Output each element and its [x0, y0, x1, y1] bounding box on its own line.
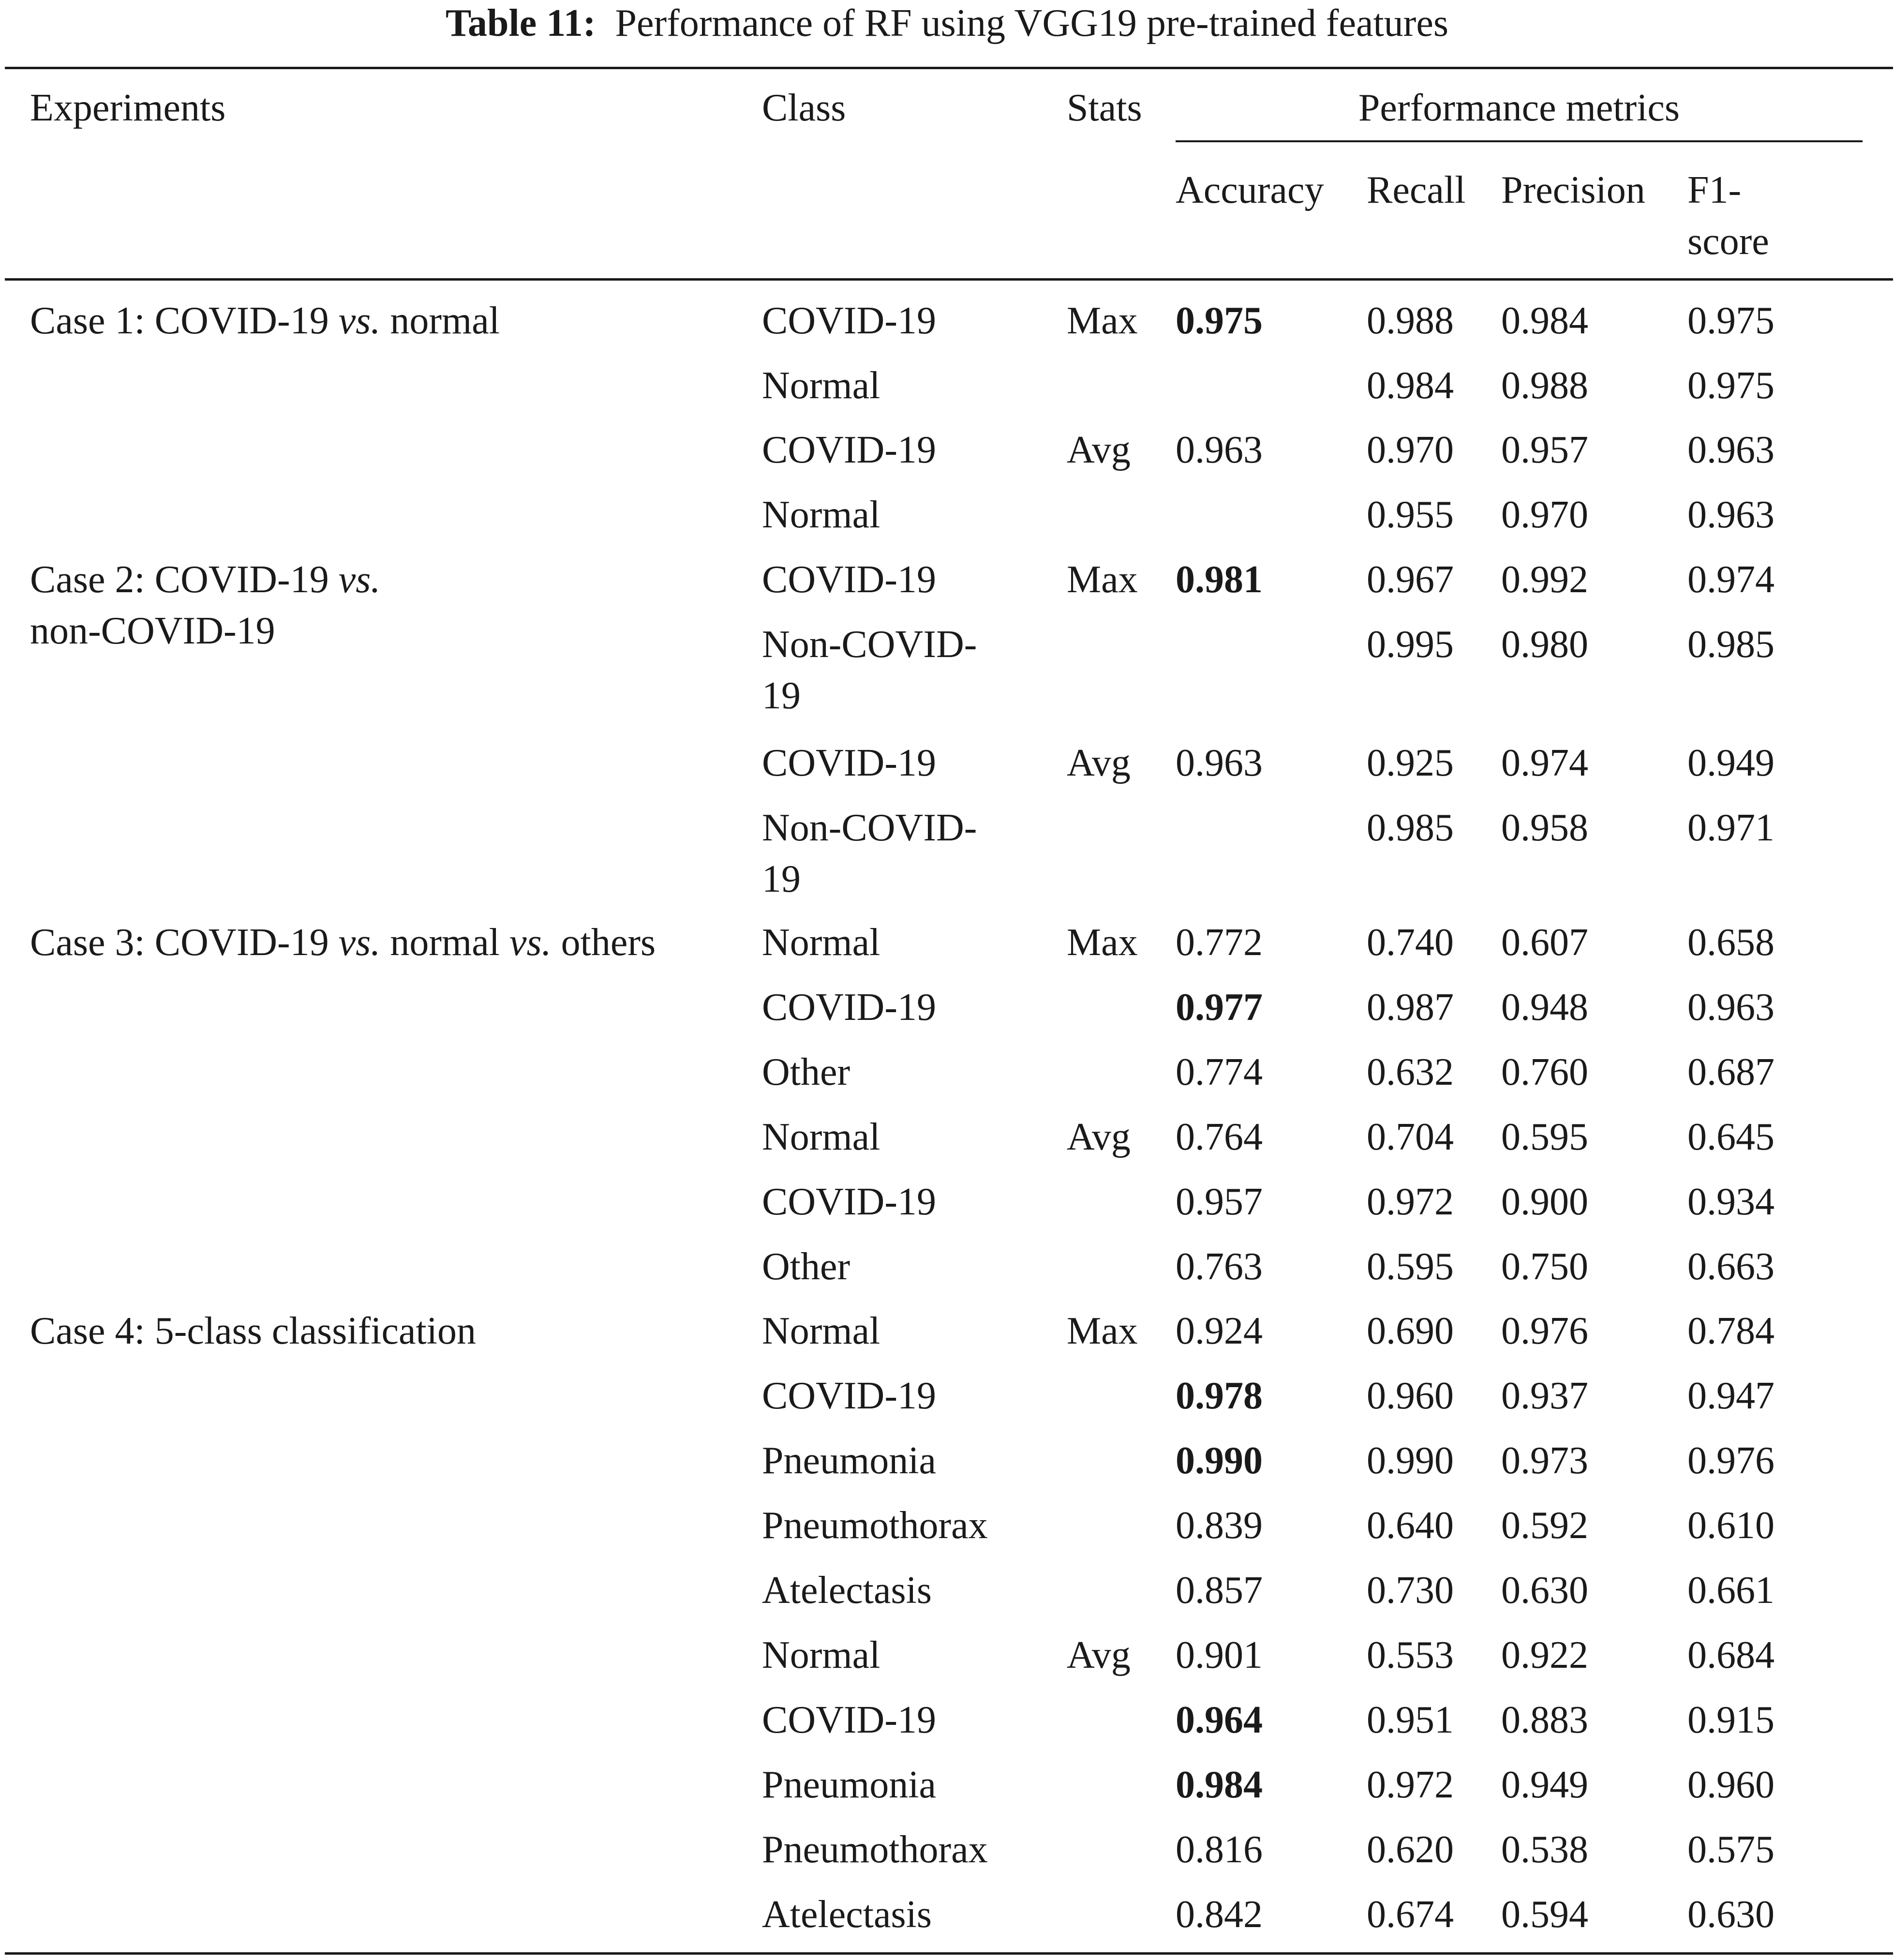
cell-accuracy: 0.963	[1176, 742, 1263, 784]
table-caption-label: Table 11:	[446, 2, 596, 45]
cell-class: COVID-19	[762, 1375, 936, 1417]
cell-recall: 0.690	[1367, 1310, 1454, 1352]
cell-f1-score: 0.975	[1687, 299, 1775, 342]
cell-accuracy: 0.839	[1176, 1504, 1263, 1547]
experiment-case-2: Case 2: COVID-19 vs.	[30, 558, 381, 601]
cell-recall: 0.970	[1367, 429, 1454, 471]
cell-stats: Max	[1067, 558, 1138, 601]
cell-class: Normal	[762, 1116, 880, 1158]
cell-class: Other	[762, 1051, 850, 1093]
cell-accuracy: 0.990	[1176, 1439, 1263, 1482]
cell-f1-score: 0.575	[1687, 1828, 1775, 1871]
cell-f1-score: 0.971	[1687, 807, 1775, 849]
cell-recall: 0.955	[1367, 494, 1454, 536]
cell-accuracy: 0.984	[1176, 1764, 1263, 1806]
cell-recall: 0.951	[1367, 1699, 1454, 1741]
cell-f1-score: 0.974	[1687, 558, 1775, 601]
cell-class: Pneumonia	[762, 1764, 936, 1806]
cell-f1-score: 0.630	[1687, 1893, 1775, 1936]
cell-accuracy: 0.842	[1176, 1893, 1263, 1936]
header-performance-metrics: Performance metrics	[1358, 87, 1680, 129]
table-caption-text: Performance of RF using VGG19 pre-trained features	[615, 2, 1448, 45]
bottom-rule	[5, 1952, 1893, 1955]
cell-class: COVID-19	[762, 986, 936, 1029]
cell-precision: 0.592	[1501, 1504, 1588, 1547]
cell-precision: 0.957	[1501, 429, 1588, 471]
cell-class: Normal	[762, 921, 880, 964]
cell-class: COVID-19	[762, 742, 936, 784]
cell-class: Normal	[762, 494, 880, 536]
experiment-case-4: Case 4: 5-class classification	[30, 1310, 476, 1352]
header-experiments: Experiments	[30, 87, 226, 129]
cell-class-line2: 19	[762, 674, 801, 717]
experiment-case-2-line2: non-COVID-19	[30, 610, 275, 652]
cell-accuracy: 0.772	[1176, 921, 1263, 964]
cell-accuracy: 0.774	[1176, 1051, 1263, 1093]
header-stats: Stats	[1067, 87, 1142, 129]
experiment-case-3: Case 3: COVID-19 vs. normal vs. others	[30, 921, 656, 964]
cell-class: Atelectasis	[762, 1893, 932, 1936]
cell-precision: 0.594	[1501, 1893, 1588, 1936]
cell-f1-score: 0.934	[1687, 1181, 1775, 1223]
cell-precision: 0.883	[1501, 1699, 1588, 1741]
cell-class: COVID-19	[762, 429, 936, 471]
cell-f1-score: 0.963	[1687, 494, 1775, 536]
cell-recall: 0.640	[1367, 1504, 1454, 1547]
cell-precision: 0.750	[1501, 1245, 1588, 1288]
cell-recall: 0.674	[1367, 1893, 1454, 1936]
cell-recall: 0.995	[1367, 623, 1454, 666]
cell-recall: 0.620	[1367, 1828, 1454, 1871]
cell-recall: 0.988	[1367, 299, 1454, 342]
cell-f1-score: 0.661	[1687, 1569, 1775, 1612]
header-recall: Recall	[1367, 169, 1466, 211]
cell-class: COVID-19	[762, 1699, 936, 1741]
cell-class: Normal	[762, 1634, 880, 1676]
cell-precision: 0.607	[1501, 921, 1588, 964]
cell-f1-score: 0.687	[1687, 1051, 1775, 1093]
cell-f1-score: 0.645	[1687, 1116, 1775, 1158]
cell-f1-score: 0.975	[1687, 364, 1775, 407]
cell-class: COVID-19	[762, 558, 936, 601]
cell-accuracy: 0.901	[1176, 1634, 1263, 1676]
cell-f1-score: 0.610	[1687, 1504, 1775, 1547]
cell-f1-score: 0.658	[1687, 921, 1775, 964]
metrics-group-rule	[1176, 140, 1863, 142]
header-rule	[5, 278, 1893, 281]
cell-recall: 0.730	[1367, 1569, 1454, 1612]
cell-accuracy: 0.924	[1176, 1310, 1263, 1352]
cell-precision: 0.974	[1501, 742, 1588, 784]
header-class: Class	[762, 87, 846, 129]
cell-class: Non-COVID-	[762, 807, 977, 849]
cell-f1-score: 0.976	[1687, 1439, 1775, 1482]
cell-accuracy: 0.957	[1176, 1181, 1263, 1223]
cell-f1-score: 0.947	[1687, 1375, 1775, 1417]
cell-recall: 0.985	[1367, 807, 1454, 849]
cell-class: COVID-19	[762, 1181, 936, 1223]
cell-f1-score: 0.963	[1687, 429, 1775, 471]
header-accuracy: Accuracy	[1176, 169, 1324, 211]
cell-accuracy: 0.978	[1176, 1375, 1263, 1417]
cell-class: Pneumonia	[762, 1439, 936, 1482]
cell-f1-score: 0.915	[1687, 1699, 1775, 1741]
cell-accuracy: 0.963	[1176, 429, 1263, 471]
cell-class: Atelectasis	[762, 1569, 932, 1612]
cell-stats: Max	[1067, 1310, 1138, 1352]
cell-class: Pneumothorax	[762, 1504, 988, 1547]
cell-precision: 0.937	[1501, 1375, 1588, 1417]
cell-accuracy: 0.816	[1176, 1828, 1263, 1871]
cell-f1-score: 0.949	[1687, 742, 1775, 784]
cell-accuracy: 0.981	[1176, 558, 1263, 601]
cell-accuracy: 0.764	[1176, 1116, 1263, 1158]
cell-f1-score: 0.960	[1687, 1764, 1775, 1806]
cell-recall: 0.925	[1367, 742, 1454, 784]
cell-precision: 0.958	[1501, 807, 1588, 849]
cell-stats: Avg	[1067, 1116, 1131, 1158]
cell-class-line2: 19	[762, 858, 801, 900]
cell-stats: Max	[1067, 921, 1138, 964]
cell-precision: 0.595	[1501, 1116, 1588, 1158]
cell-class: Other	[762, 1245, 850, 1288]
cell-precision: 0.948	[1501, 986, 1588, 1029]
cell-recall: 0.987	[1367, 986, 1454, 1029]
cell-stats: Avg	[1067, 429, 1131, 471]
cell-stats: Avg	[1067, 1634, 1131, 1676]
cell-recall: 0.972	[1367, 1764, 1454, 1806]
cell-class: Normal	[762, 1310, 880, 1352]
header-f1-line1: F1-	[1687, 169, 1742, 211]
cell-recall: 0.990	[1367, 1439, 1454, 1482]
cell-recall: 0.967	[1367, 558, 1454, 601]
cell-f1-score: 0.963	[1687, 986, 1775, 1029]
cell-f1-score: 0.684	[1687, 1634, 1775, 1676]
header-f1-line2: score	[1687, 220, 1769, 263]
cell-precision: 0.949	[1501, 1764, 1588, 1806]
cell-precision: 0.973	[1501, 1439, 1588, 1482]
cell-stats: Max	[1067, 299, 1138, 342]
cell-precision: 0.538	[1501, 1828, 1588, 1871]
cell-recall: 0.553	[1367, 1634, 1454, 1676]
cell-accuracy: 0.975	[1176, 299, 1263, 342]
cell-accuracy: 0.977	[1176, 986, 1263, 1029]
header-precision: Precision	[1501, 169, 1645, 211]
cell-class: Normal	[762, 364, 880, 407]
cell-class: Pneumothorax	[762, 1828, 988, 1871]
cell-stats: Avg	[1067, 742, 1131, 784]
cell-recall: 0.960	[1367, 1375, 1454, 1417]
cell-precision: 0.992	[1501, 558, 1588, 601]
cell-f1-score: 0.784	[1687, 1310, 1775, 1352]
cell-precision: 0.760	[1501, 1051, 1588, 1093]
experiment-case-1: Case 1: COVID-19 vs. normal	[30, 299, 500, 342]
cell-accuracy: 0.964	[1176, 1699, 1263, 1741]
top-rule	[5, 67, 1893, 69]
cell-class: COVID-19	[762, 299, 936, 342]
cell-recall: 0.972	[1367, 1181, 1454, 1223]
cell-f1-score: 0.663	[1687, 1245, 1775, 1288]
cell-class: Non-COVID-	[762, 623, 977, 666]
cell-f1-score: 0.985	[1687, 623, 1775, 666]
cell-precision: 0.988	[1501, 364, 1588, 407]
cell-accuracy: 0.763	[1176, 1245, 1263, 1288]
cell-precision: 0.630	[1501, 1569, 1588, 1612]
cell-recall: 0.704	[1367, 1116, 1454, 1158]
cell-precision: 0.970	[1501, 494, 1588, 536]
cell-recall: 0.632	[1367, 1051, 1454, 1093]
table-caption	[0, 0, 1894, 67]
cell-accuracy: 0.857	[1176, 1569, 1263, 1612]
cell-precision: 0.984	[1501, 299, 1588, 342]
cell-precision: 0.922	[1501, 1634, 1588, 1676]
cell-precision: 0.976	[1501, 1310, 1588, 1352]
cell-recall: 0.740	[1367, 921, 1454, 964]
cell-precision: 0.900	[1501, 1181, 1588, 1223]
cell-recall: 0.595	[1367, 1245, 1454, 1288]
cell-precision: 0.980	[1501, 623, 1588, 666]
cell-recall: 0.984	[1367, 364, 1454, 407]
